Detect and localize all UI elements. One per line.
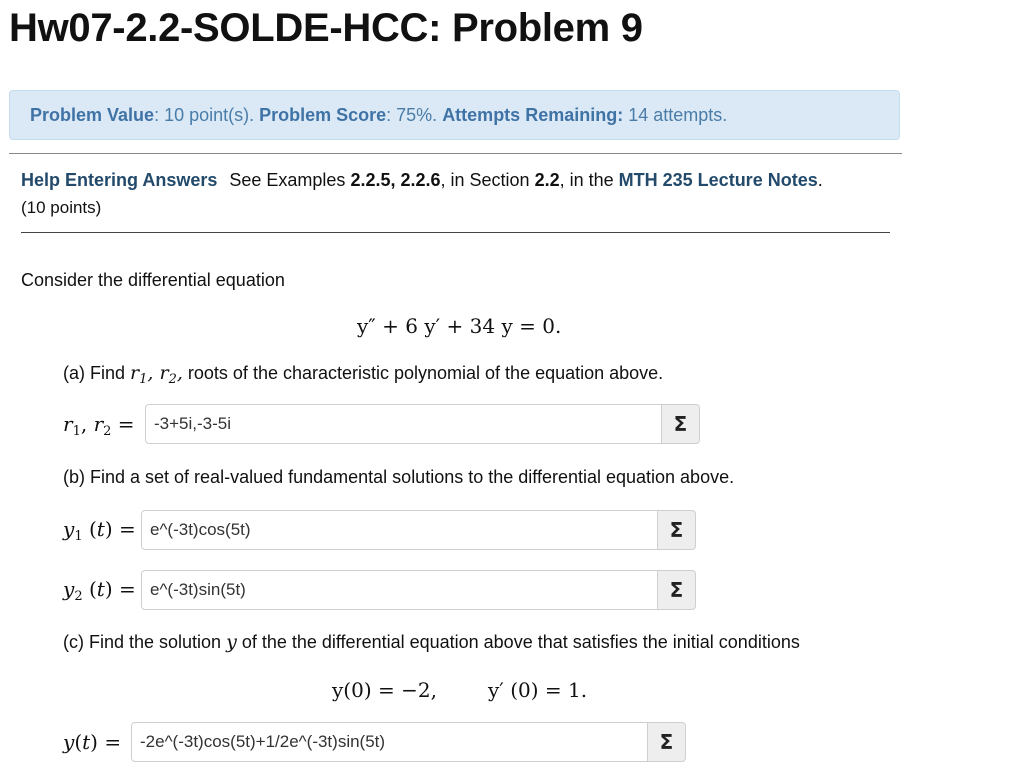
equation-editor-button[interactable]: Σ bbox=[658, 510, 696, 550]
initial-condition-1: y(0) = −2, bbox=[332, 678, 437, 702]
equation-editor-button[interactable]: Σ bbox=[658, 570, 696, 610]
attempts-remaining: 14 attempts. bbox=[623, 105, 728, 125]
part-c-text: (c) Find the solution y of the the differential equation above that satisfies the initial conditions bbox=[63, 631, 800, 653]
equation-editor-button[interactable]: Σ bbox=[662, 404, 700, 444]
attempts-remaining-label: Attempts Remaining: bbox=[442, 105, 624, 125]
roots-input[interactable]: -3+5i,-3-5i bbox=[145, 404, 662, 444]
help-entering-answers-link[interactable]: Help Entering Answers bbox=[21, 170, 218, 190]
y1-input[interactable]: e^(-3t)cos(5t) bbox=[141, 510, 658, 550]
equation-editor-button[interactable]: Σ bbox=[648, 722, 686, 762]
initial-condition-2: y′ (0) = 1. bbox=[488, 678, 588, 702]
help-line: Help Entering Answers See Examples 2.2.5, 2.2.6, in Section 2.2, in the MTH 235 Lecture Notes. bbox=[21, 170, 823, 190]
y2-label: $y_2$ (t) = bbox=[63, 577, 136, 604]
points-text: (10 points) bbox=[21, 198, 102, 217]
part-b-text: (b) Find a set of real-valued fundamental solutions to the differential equation above. bbox=[63, 467, 735, 487]
problem-value-label: Problem Value bbox=[30, 105, 155, 125]
problem-intro: Consider the differential equation bbox=[21, 270, 285, 290]
divider bbox=[9, 153, 902, 154]
problem-score-label: Problem Score bbox=[259, 105, 387, 125]
divider bbox=[21, 232, 890, 233]
problem-info-banner bbox=[9, 90, 900, 140]
problem-score: : 75%. bbox=[386, 105, 443, 125]
differential-equation: y″ + 6 y′ + 34 y = 0. bbox=[357, 314, 562, 338]
roots-label: $r_1$, $r_2$ = bbox=[63, 412, 135, 439]
lecture-notes-link[interactable]: MTH 235 Lecture Notes bbox=[618, 170, 818, 190]
y1-label: $y_1$ (t) = bbox=[63, 517, 136, 544]
y-label: y(t) = bbox=[63, 730, 122, 754]
problem-value: : 10 point(s). bbox=[154, 105, 260, 125]
part-a-text: (a) Find $r_1$, $r_2$, roots of the characteristic polynomial of the equation above. bbox=[63, 362, 664, 387]
y-solution-input[interactable]: -2e^(-3t)cos(5t)+1/2e^(-3t)sin(5t) bbox=[131, 722, 648, 762]
y2-input[interactable]: e^(-3t)sin(5t) bbox=[141, 570, 658, 610]
page-title: Hw07-2.2-SOLDE-HCC: Problem 9 bbox=[9, 6, 643, 50]
